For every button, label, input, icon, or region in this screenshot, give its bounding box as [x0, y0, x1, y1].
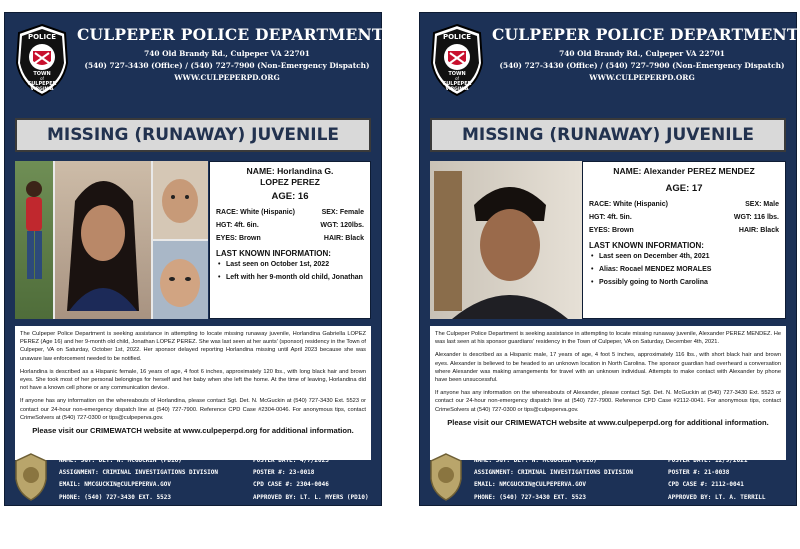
paragraph: The Culpeper Police Department is seeking assistance in attempting to locate missing runaway juvenile, Alexander PEREZ MENDEZ. He was last seen at his sponsor guardians' residency in the Town of Culpeper, VA on Saturday, December 4th, 2021. — [435, 331, 781, 346]
subject-age: AGE: 16 — [271, 191, 309, 202]
missing-poster-horlandina — [4, 12, 382, 506]
crimewatch-link-text: Please visit our CRIMEWATCH website at www.culpeperpd.org for additional information. — [32, 426, 354, 436]
svg-text:of: of — [40, 76, 44, 81]
approved-by: APPROVED BY: LT. L. MYERS (PD10) — [253, 493, 369, 501]
photo-baby-2 — [153, 241, 208, 319]
officer-phone: PHONE: (540) 727-3430 EXT. 5523 — [59, 493, 171, 501]
police-shield-icon — [428, 453, 464, 501]
svg-text:CULPEPER: CULPEPER — [27, 81, 57, 87]
last-known-info-list — [216, 260, 364, 283]
department-address: 740 Old Brandy Rd., Culpeper VA 22701 — [144, 49, 310, 58]
poster-footer — [420, 453, 796, 505]
paragraph: Horlandina is described as a Hispanic female, 16 years of age, 4 foot 6 inches, approximately 120 lbs., with long black hair and brown eyes. She took most of her personal belongings for herself and her baby when she left the home. At the time of leaving, Horlandina did not have a known cell phone or any communication device. — [20, 368, 366, 392]
police-shield-icon — [13, 453, 49, 501]
paragraph: Alexander is described as a Hispanic male, 17 years of age, 4 foot 5 inches, approximately 116 lbs., with short black hair and brown eyes. Alexander is believed to be headed to an unknown location in North Carolina. The sponsor guardian had overheard a conversation where Alexander was making arrangements for travel with an unknown individual. Attempts to make contact with Alexander by phone have been unsuccessful. — [435, 352, 781, 384]
officer-name: NAME: SGT. DET. N. MCGUCKIN (PD16) — [59, 457, 182, 464]
officer-phone: PHONE: (540) 727-3430 EXT. 5523 — [474, 493, 586, 501]
subject-hair: HAIR: Black — [323, 235, 364, 242]
subject-sex: SEX: Female — [321, 209, 364, 216]
svg-text:POLICE: POLICE — [442, 33, 472, 41]
last-known-info-label: LAST KNOWN INFORMATION: — [216, 249, 331, 258]
portrait-face-icon — [55, 161, 151, 319]
department-phone: (540) 727-3430 (Office) / (540) 727-7900 (Non-Emergency Dispatch) — [499, 61, 785, 70]
svg-text:of: of — [455, 76, 459, 81]
svg-text:POLICE: POLICE — [27, 33, 57, 41]
list-item: • Alias: Rocael MENDEZ MORALES — [589, 265, 779, 275]
department-title: CULPEPER POLICE DEPARTMENT — [492, 25, 799, 44]
photo-collage — [15, 161, 208, 319]
paragraph: The Culpeper Police Department is seeking assistance in attempting to locate missing runaway juvenile, Horlandina Gabriella LOPEZ PEREZ (Age 16) and her 9-month old child, Jonathan LOPEZ PEREZ. She was last seen at her aunts' (sponsor) residency in the Town of Culpeper, VA on Saturday, October 1st, 2022. Her sponsor delayed reporting Horlandina missing until April 2023 because she was unaware law enforcement needed to be notified. — [20, 331, 366, 362]
subject-name-line1: NAME: Alexander PEREZ MENDEZ — [613, 166, 755, 176]
poster-header — [5, 13, 384, 105]
department-phone: (540) 727-3430 (Office) / (540) 727-7900 (Non-Emergency Dispatch) — [84, 61, 370, 70]
svg-text:TOWN: TOWN — [33, 71, 51, 77]
description-text — [15, 326, 371, 460]
officer-email: EMAIL: NMCGUCKIN@CULPEPERVA.GOV — [59, 481, 171, 489]
subject-name-line1: NAME: Horlandina G. — [246, 166, 334, 176]
description-text — [430, 326, 786, 460]
department-title: CULPEPER POLICE DEPARTMENT — [77, 25, 384, 44]
poster-date: POSTER DATE: 12/9/2021 — [668, 457, 748, 464]
officer-assignment: ASSIGNMENT: CRIMINAL INVESTIGATIONS DIVISION — [59, 469, 218, 477]
photo-portrait — [430, 161, 582, 319]
list-item: • Last seen on October 1st, 2022 — [216, 260, 364, 270]
paragraph: If anyone has any information on the whereabouts of Horlandina, please contact Sgt. Det. N. McGuckin at (540) 727-3430 Ext. 5523 or contact our 24-hour non-emergency dispatch line at (540) 727-7900. Reference CPD Case #2304-0046. For anonymous tips, contact CrimeSolvers at (540) 727-0300 or tips@culpeperva.gov. — [20, 398, 366, 421]
last-known-info-list — [589, 252, 779, 288]
approved-by: APPROVED BY: LT. A. TERRILL — [668, 493, 766, 501]
svg-text:VIRGINIA: VIRGINIA — [445, 87, 469, 92]
list-item: • Possibly going to North Carolina — [589, 278, 779, 288]
subject-name-line2: LOPEZ PEREZ — [260, 177, 320, 187]
officer-name: NAME: SGT. DET. N. MCGUCKIN (PD16) — [474, 457, 597, 464]
subject-eyes: EYES: Brown — [216, 235, 261, 242]
subject-info-panel — [582, 161, 786, 319]
svg-text:TOWN: TOWN — [448, 71, 466, 77]
crimewatch-link-text: Please visit our CRIMEWATCH website at www.culpeperpd.org for additional information. — [447, 417, 769, 427]
subject-race: RACE: White (Hispanic) — [216, 209, 295, 216]
baby-face-icon — [153, 161, 208, 239]
subject-hair: HAIR: Black — [738, 227, 779, 234]
portrait-face-icon — [430, 161, 582, 319]
subject-weight: WGT: 116 lbs. — [733, 214, 779, 221]
poster-header — [420, 13, 799, 105]
department-address: 740 Old Brandy Rd., Culpeper VA 22701 — [559, 49, 725, 58]
subject-height: HGT: 4ft. 6in. — [216, 222, 259, 229]
photo-full-body — [15, 161, 53, 319]
case-number: CPD CASE #: 2304-0046 — [253, 481, 329, 489]
svg-text:CULPEPER: CULPEPER — [442, 81, 472, 87]
photo-collage — [430, 161, 582, 319]
subject-age: AGE: 17 — [665, 183, 703, 194]
police-badge-icon — [13, 23, 71, 97]
department-website: WWW.CULPEPERPD.ORG — [174, 73, 280, 82]
paragraph: If anyone has any information on the whereabouts of Alexander, please contact Sgt. Det. N. McGuckin at (540) 727-3430 Ext. 5523 or contact our 24-hour non-emergency dispatch line at (540) 727-7900. Reference CPD Case #2112-0041. For anonymous tips, contact CrimeSolvers at (540) 727-0300 or tips@culpeperva.gov. — [435, 390, 781, 413]
list-item: • Last seen on December 4th, 2021 — [589, 252, 779, 262]
poster-footer — [5, 453, 381, 505]
subject-sex: SEX: Male — [745, 201, 779, 208]
person-silhouette-icon — [15, 161, 53, 319]
police-badge-icon — [428, 23, 486, 97]
missing-banner: MISSING (RUNAWAY) JUVENILE — [15, 118, 371, 152]
subject-race: RACE: White (Hispanic) — [589, 201, 668, 208]
svg-text:VIRGINIA: VIRGINIA — [30, 87, 54, 92]
officer-email: EMAIL: NMCGUCKIN@CULPEPERVA.GOV — [474, 481, 586, 489]
case-number: CPD CASE #: 2112-0041 — [668, 481, 744, 489]
subject-height: HGT: 4ft. 5in. — [589, 214, 632, 221]
officer-assignment: ASSIGNMENT: CRIMINAL INVESTIGATIONS DIVISION — [474, 469, 633, 477]
poster-date: POSTER DATE: 4/7/2023 — [253, 457, 329, 464]
missing-poster-alexander — [419, 12, 797, 506]
department-website: WWW.CULPEPERPD.ORG — [589, 73, 695, 82]
subject-weight: WGT: 120lbs. — [320, 222, 364, 229]
last-known-info-label: LAST KNOWN INFORMATION: — [589, 241, 704, 250]
photo-portrait — [55, 161, 151, 319]
list-item: • Left with her 9-month old child, Jonathan — [216, 273, 364, 283]
missing-banner: MISSING (RUNAWAY) JUVENILE — [430, 118, 786, 152]
poster-number: POSTER #: 23-0018 — [253, 469, 315, 477]
baby-face-icon — [153, 241, 208, 319]
subject-eyes: EYES: Brown — [589, 227, 634, 234]
poster-number: POSTER #: 21-0038 — [668, 469, 730, 477]
subject-info-panel — [209, 161, 371, 319]
photo-baby-1 — [153, 161, 208, 239]
